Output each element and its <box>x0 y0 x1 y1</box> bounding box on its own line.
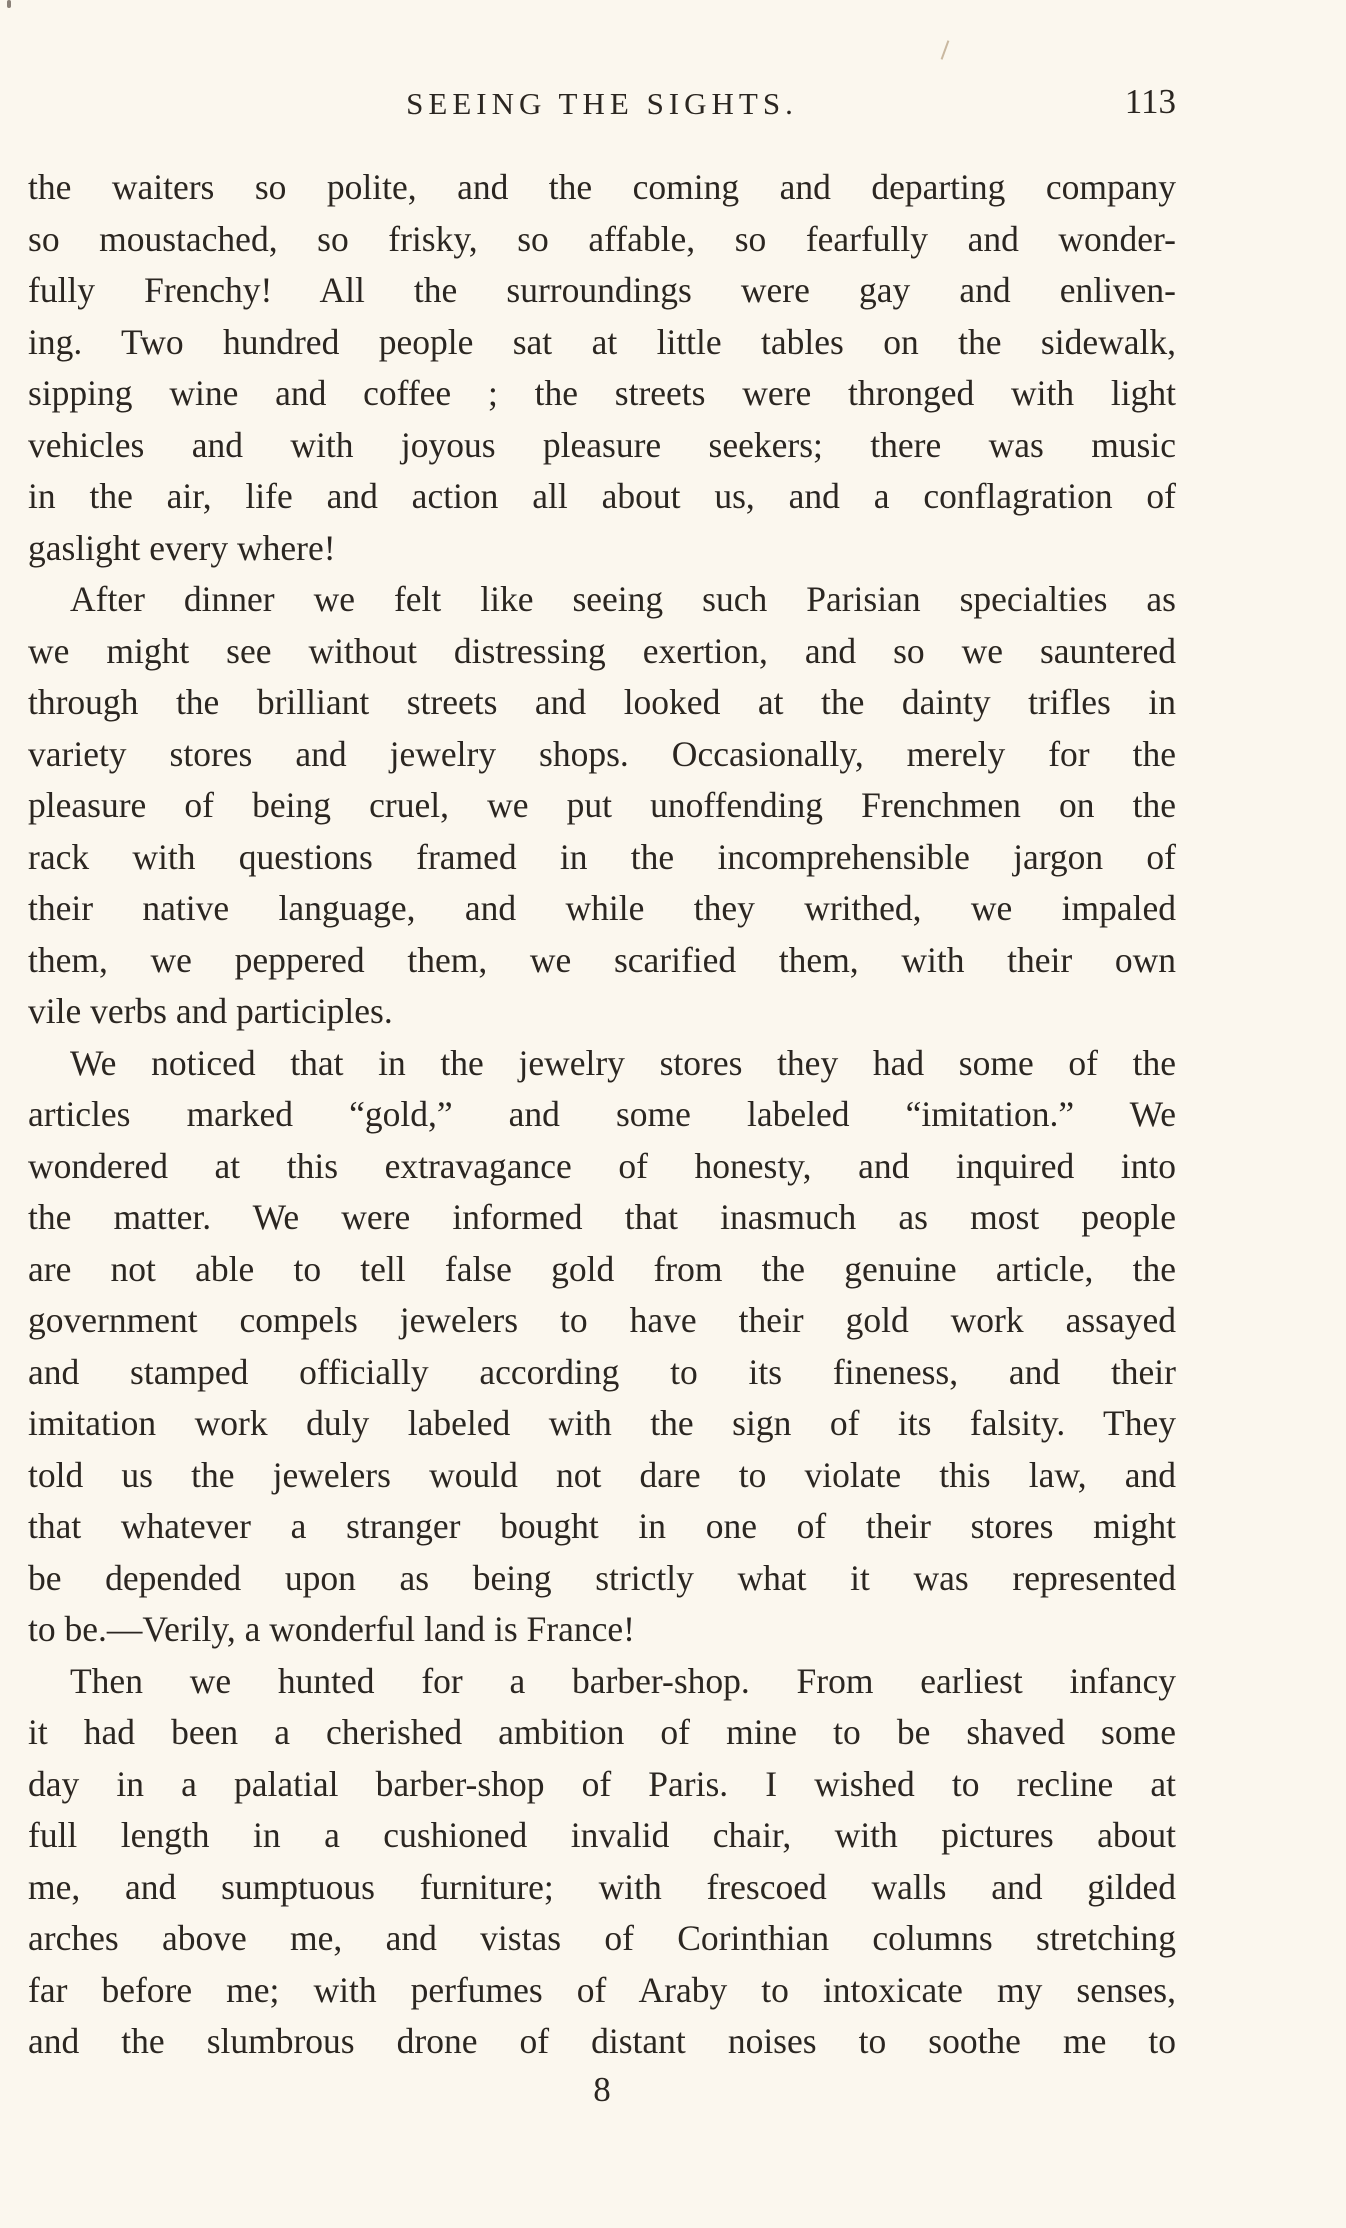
text-line: rack with questions framed in the incomprehensible jargon of <box>28 836 1176 877</box>
text-line: vile verbs and participles. <box>28 991 393 1031</box>
text-line: far before me; with perfumes of Araby to intoxicate my senses, <box>28 1969 1176 2010</box>
text-line: government compels jewelers to have their gold work assayed <box>28 1300 1176 1340</box>
text-line: and stamped officially according to its fineness, and their <box>28 1351 1176 1392</box>
text-line: arches above me, and vistas of Corinthian columns stretching <box>28 1918 1176 1958</box>
margin-mark <box>941 40 950 59</box>
paragraph-start-line: After dinner we felt like seeing such Parisian specialties as <box>70 579 1176 619</box>
text-line: me, and sumptuous furniture; with frescoed walls and gilded <box>28 1866 1176 1907</box>
text-line: in the air, life and action all about us, and a conflagration of <box>28 476 1176 516</box>
text-line: we might see without distressing exertion, and so we sauntered <box>28 630 1176 671</box>
text-line: the matter. We were informed that inasmuch as most people <box>28 1197 1176 1237</box>
text-line: and the slumbrous drone of distant noises to soothe me to <box>28 2021 1176 2061</box>
signature-mark: 8 <box>593 2070 611 2109</box>
paragraph-start-line: Then we hunted for a barber-shop. From earliest infancy <box>70 1660 1176 1701</box>
text-line: so moustached, so frisky, so affable, so fearfully and wonder- <box>28 218 1176 259</box>
text-line: the waiters so polite, and the coming and departing company <box>28 167 1176 207</box>
text-line: their native language, and while they writhed, we impaled <box>28 888 1176 928</box>
text-line: through the brilliant streets and looked at the dainty trifles in <box>28 682 1176 722</box>
body-text <box>28 162 1176 2068</box>
text-line: wondered at this extravagance of honesty, and inquired into <box>28 1145 1176 1186</box>
text-line: told us the jewelers would not dare to violate this law, and <box>28 1454 1176 1495</box>
text-line: are not able to tell false gold from the genuine article, the <box>28 1248 1176 1289</box>
running-head: SEEING THE SIGHTS. <box>406 86 798 121</box>
text-line: variety stores and jewelry shops. Occasionally, merely for the <box>28 733 1176 774</box>
text-line: articles marked “gold,” and some labeled “imitation.” We <box>28 1094 1176 1134</box>
text-line: sipping wine and coffee ; the streets were thronged with light <box>28 373 1176 413</box>
paragraph-start-line: We noticed that in the jewelry stores they had some of the <box>70 1042 1176 1083</box>
text-line: that whatever a stranger bought in one of their stores might <box>28 1506 1176 1546</box>
text-line: day in a palatial barber-shop of Paris. I wished to recline at <box>28 1763 1176 1804</box>
text-line: vehicles and with joyous pleasure seekers; there was music <box>28 424 1176 465</box>
text-line: gaslight every where! <box>28 527 336 568</box>
text-line: them, we peppered them, we scarified them, with their own <box>28 939 1176 980</box>
ink-speck <box>7 0 11 8</box>
text-line: pleasure of being cruel, we put unoffending Frenchmen on the <box>28 785 1176 825</box>
text-line: ing. Two hundred people sat at little tables on the sidewalk, <box>28 321 1176 362</box>
page-number: 113 <box>1124 82 1176 121</box>
page-header <box>28 82 1176 130</box>
text-line: full length in a cushioned invalid chair, with pictures about <box>28 1815 1176 1855</box>
text-line: imitation work duly labeled with the sign of its falsity. They <box>28 1403 1176 1443</box>
text-line: it had been a cherished ambition of mine to be shaved some <box>28 1712 1176 1752</box>
text-line: be depended upon as being strictly what it was represented <box>28 1557 1176 1598</box>
text-line: to be.—Verily, a wonderful land is France! <box>28 1609 635 1649</box>
text-line: fully Frenchy! All the surroundings were gay and enliven- <box>28 270 1176 310</box>
